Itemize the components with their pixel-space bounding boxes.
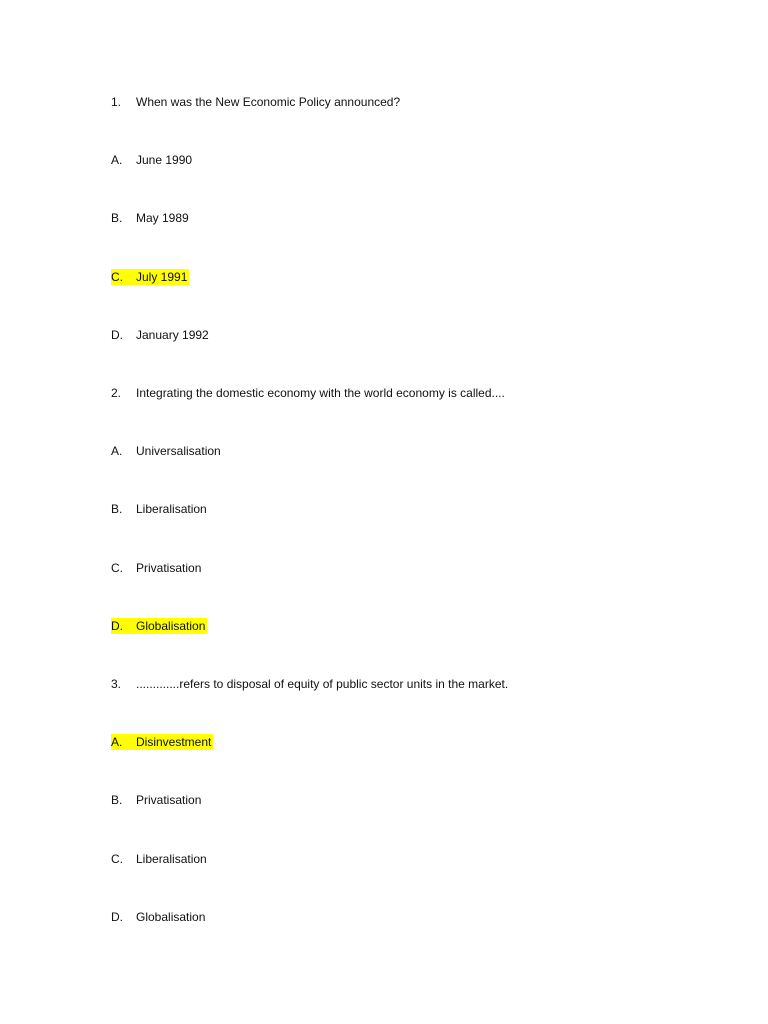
answer-option <box>111 909 207 925</box>
question <box>111 94 402 110</box>
answer-option <box>111 327 211 343</box>
answer-option-label: D. <box>111 327 123 342</box>
answer-option <box>111 152 194 168</box>
question-text: Integrating the domestic economy with the world economy is called.... <box>136 386 505 400</box>
answer-option-correct-label: C. <box>111 269 123 284</box>
answer-option-label: B. <box>111 211 123 226</box>
question-text: When was the New Economic Policy announced? <box>136 95 401 109</box>
answer-option <box>111 210 191 226</box>
question-label: 2. <box>111 386 122 400</box>
answer-option-label: C. <box>111 560 123 575</box>
answer-option-correct <box>111 269 189 285</box>
answer-option-correct-text: July 1991 <box>136 269 188 284</box>
answer-option-label: B. <box>111 502 123 517</box>
answer-option <box>111 443 223 459</box>
question-label: 1. <box>111 95 122 109</box>
question <box>111 385 507 401</box>
answer-option-label: A. <box>111 444 123 459</box>
answer-option-label: B. <box>111 793 123 808</box>
answer-option-text: Globalisation <box>136 909 206 924</box>
answer-option-label: D. <box>111 909 123 924</box>
question <box>111 676 510 692</box>
answer-option <box>111 792 203 808</box>
answer-option-text: June 1990 <box>136 153 193 168</box>
answer-option-label: A. <box>111 153 123 168</box>
answer-option-correct-text: Globalisation <box>136 618 206 633</box>
answer-option-text: Universalisation <box>136 444 221 459</box>
answer-option-text: May 1989 <box>136 211 189 226</box>
question-label: 3. <box>111 677 122 691</box>
answer-option-text: Liberalisation <box>136 851 207 866</box>
answer-option <box>111 851 209 867</box>
answer-option-text: January 1992 <box>136 327 209 342</box>
question-text: .............refers to disposal of equity of public sector units in the market. <box>136 677 509 691</box>
answer-option-correct <box>111 618 207 634</box>
answer-option-correct-label: A. <box>111 735 123 750</box>
answer-option-text: Liberalisation <box>136 502 207 517</box>
answer-option-correct <box>111 734 213 750</box>
answer-option <box>111 501 209 517</box>
answer-option <box>111 560 203 576</box>
answer-option-text: Privatisation <box>136 560 202 575</box>
answer-option-label: C. <box>111 851 123 866</box>
answer-option-correct-label: D. <box>111 618 123 633</box>
answer-option-correct-text: Disinvestment <box>136 735 212 750</box>
answer-option-text: Privatisation <box>136 793 202 808</box>
